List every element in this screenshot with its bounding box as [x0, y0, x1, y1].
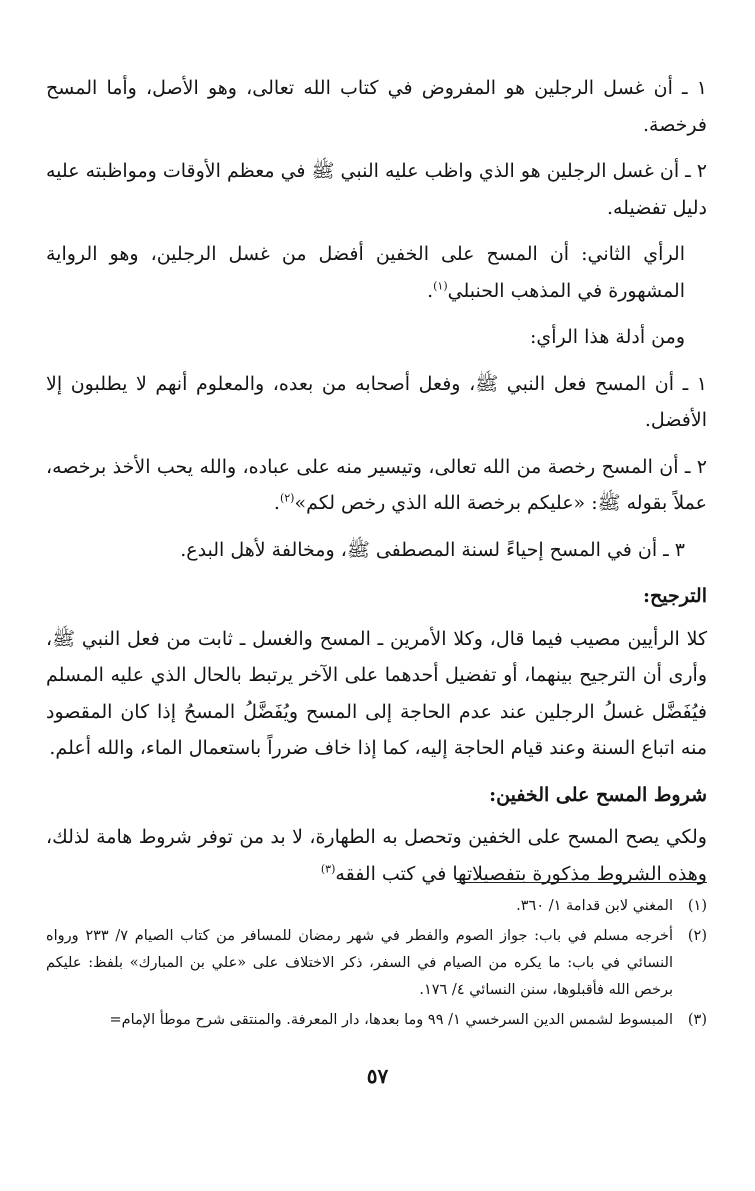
footnote-2 [46, 923, 707, 1004]
page-number: ٥٧ [366, 1064, 389, 1088]
footnote-1 [46, 893, 707, 920]
footnote-number: (٢) [687, 928, 707, 944]
footnote-text: أخرجه مسلم في باب: جواز الصوم والفطر في شهر رمضان للمسافر من كتاب الصيام ٧/ ٢٣٣ ورواه النسائي في باب: ما يكره من الصيام في السفر، ذكر الاختلاف على «علي بن المبارك» بلفظ: عليكم برخص الله فأقبلوها، سنن النسائي ٤/ ١٧٦. [46, 928, 673, 998]
paragraph-7: ٣ ـ أن في المسح إحياءً لسنة المصطفى ﷺ، ومخالفة لأهل البدع. [180, 538, 685, 561]
heading-conditions: شروط المسح على الخفين: [489, 783, 707, 806]
paragraph-6 [46, 449, 707, 522]
footnote-text: المغني لابن قدامة ١/ ٣٦٠. [516, 898, 673, 914]
paragraph-6-text: ٢ ـ أن المسح رخصة من الله تعالى، وتيسير منه على عباده، والله يحب الأخذ برخصه، عملاً بقوله ﷺ: «عليكم برخصة الله الذي رخص لكم» [46, 455, 707, 514]
paragraph-8: كلا الرأيين مصيب فيما قال، وكلا الأمرين ـ المسح والغسل ـ ثابت من فعل النبي ﷺ، وأرى أن الترجيح بينهما، أو تفضيل أحدهما على الآخر يرتبط بالحال الذي عليه المسلم فيُفَضَّل غسلُ الرجلين عند عدم الحاجة إلى المسح ويُفَضَّلُ المسحُ إذا كان المقصود منه اتباع السنة وعند قيام الحاجة إليه، كما إذا خاف ضرراً باستعمال الماء، والله أعلم. [46, 627, 707, 759]
paragraph-1: ١ ـ أن غسل الرجلين هو المفروض في كتاب الله تعالى، وهو الأصل، وأما المسح فرخصة. [46, 77, 707, 136]
paragraph-3-text: الرأي الثاني: أن المسح على الخفين أفضل من غسل الرجلين، وهو الرواية المشهورة في المذهب الحنبلي [46, 243, 685, 302]
footnote-number: (١) [687, 898, 707, 914]
footnote-number: (٣) [687, 1012, 707, 1028]
footnote-ref-1[interactable]: (١) [433, 279, 448, 293]
paragraph-9-text: ولكي يصح المسح على الخفين وتحصل به الطهارة، لا بد من توفر شروط هامة لذلك، وهذه الشروط مذكورة بتفصيلاتها في كتب الفقه [46, 826, 707, 885]
footnote-text: المبسوط لشمس الدين السرخسي ١/ ٩٩ وما بعدها، دار المعرفة. والمنتقى شرح موطأ الإمام= [109, 1012, 673, 1028]
paragraph-6-end: . [273, 492, 280, 514]
paragraph-4: ومن أدلة هذا الرأي: [529, 326, 685, 348]
footnote-ref-2[interactable]: (٢) [279, 491, 295, 505]
page-body [46, 70, 707, 902]
paragraph-3-end: . [427, 279, 434, 302]
paragraph-2: ٢ ـ أن غسل الرجلين هو الذي واظب عليه النبي ﷺ في معظم الأوقات ومواظبته عليه دليل تفضيله. [46, 160, 707, 219]
footnote-3 [46, 1007, 707, 1034]
footnote-ref-3[interactable]: (٣) [320, 862, 336, 876]
footnotes [46, 893, 707, 1037]
paragraph-5: ١ ـ أن المسح فعل النبي ﷺ، وفعل أصحابه من بعده، والمعلوم أنهم لا يطلبون إلا الأفضل. [46, 372, 707, 431]
paragraph-3 [46, 236, 707, 309]
heading-tarjeeh: الترجيح: [642, 585, 707, 607]
footnote-divider [457, 882, 707, 883]
